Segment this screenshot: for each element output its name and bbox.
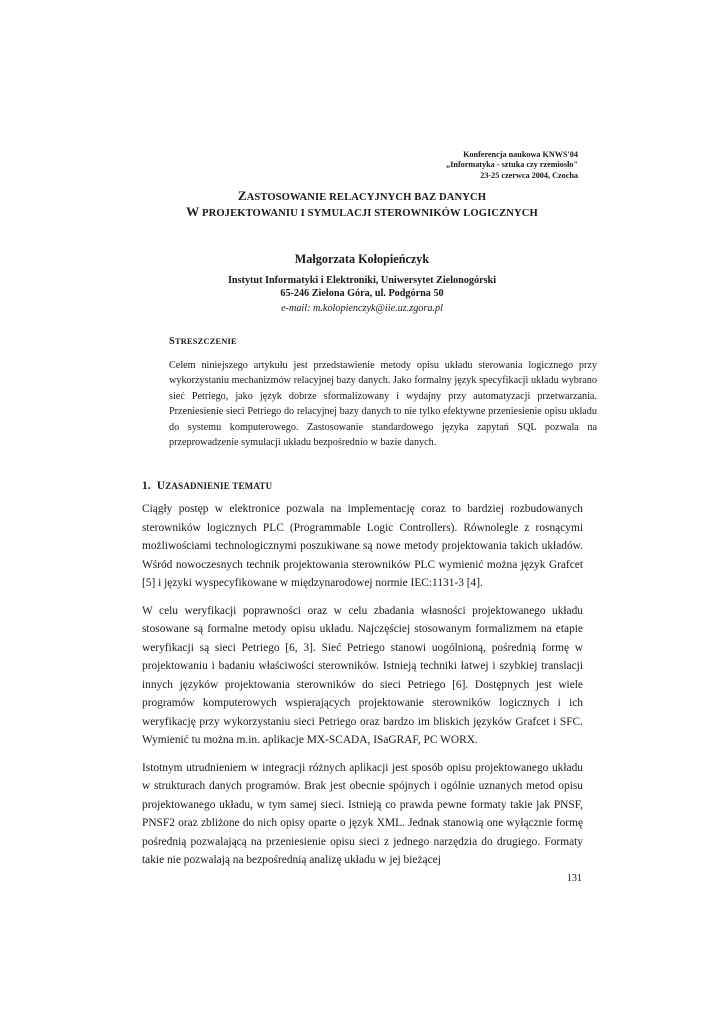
- section-1-number: 1.: [142, 480, 151, 492]
- title-line-1-initial: Z: [237, 188, 247, 203]
- abstract-heading: [169, 336, 237, 347]
- conference-info: [446, 150, 578, 181]
- abstract-heading-rest: TRESZCZENIE: [174, 337, 237, 346]
- author-email: e-mail: m.kolopienczyk@iie.uz.zgora.pl: [281, 303, 443, 314]
- section-1-body: [142, 500, 583, 879]
- title-line-2-initial: W: [186, 204, 200, 219]
- author-name: Małgorzata Kołopieńczyk: [294, 252, 430, 266]
- paragraph: W celu weryfikacji poprawności oraz w celu zbadania własności projektowanego układu stosowane są formalne metody opisu układu. Najczęściej stosowanym formalizmem na etapie weryfikacji są sieci Petriego [6, 3]. Sieć Petriego stanowi uogólnioną, pośrednią formę w projektowaniu i badaniu właściwości sterowników. Istnieją techniki łatwej i szybkiej translacji innych języków projektowania sterowników do sieci Petriego [6]. Dostępnych jest wiele programów komputerowych wspierających projektowanie sterowników logicznych i ich weryfikację przy wykorzystaniu sieci Petriego oraz bardzo im bliskich języków Grafcet i SFC. Wymienić tu można m.in. aplikacje MX-SCADA, ISaGRAF, PC WORX.: [142, 604, 583, 746]
- paragraph: Istotnym utrudnieniem w integracji różnych aplikacji jest sposób opisu projektowanego układu w strukturach danych programów. Brak jest obecnie spójnych i ogólnie uznanych metod opisu projektowanego układu, w tym samej sieci. Istnieją co prawda pewne formaty takie jak PNSF, PNSF2 oraz zbliżone do nich opisy oparte o język XML. Jednak stanowią one wyłącznie formę pośrednią pozwalającą na przeniesienie opisu sieci z jednego narzędzia do drugiego. Formaty takie nie pozwalają na bezpośrednią analizę układu w jej bieżącej: [142, 761, 583, 866]
- institution: Instytut Informatyki i Elektroniki, Uniwersytet Zielonogórski: [227, 275, 497, 286]
- section-1-heading-rest: ZASADNIENIE TEMATU: [165, 481, 273, 491]
- conference-line-2: „Informatyka - sztuka czy rzemiosło": [446, 160, 578, 170]
- conference-line-1: Konferencja naukowa KNWS'04: [463, 150, 578, 159]
- section-1-heading-initial: U: [156, 480, 166, 492]
- page-number: 131: [566, 873, 582, 884]
- abstract-text: Celem niniejszego artykułu jest przedstawienie metody opisu układu sterowania logicznego przy wykorzystaniu mechanizmów relacyjnej bazy danych. Jako formalny język specyfikacji układu wybrano sieć Petriego, jako język dobrze sformalizowany i wydajny przy automatyzacji przetwarzania. Przeniesienie sieci Petriego do relacyjnej bazy danych to nie tylko efektywne przeniesienie opisu układu do systemu komputerowego. Zastosowanie standardowego języka zapytań SQL pozwala na przeprowadzenie symulacji układu bezpośrednio w bazie danych.: [169, 360, 597, 449]
- title-line-2: [0, 205, 724, 221]
- title-line-1-rest: ASTOSOWANIE RELACYJNYCH BAZ DANYCH: [246, 192, 487, 203]
- section-1-heading: [142, 480, 272, 492]
- abstract-heading-initial: S: [169, 336, 175, 347]
- title-line-2-rest: PROJEKTOWANIU I SYMULACJI STEROWNIKÓW LOGICZNYCH: [199, 208, 538, 219]
- paragraph: Ciągły postęp w elektronice pozwala na implementację coraz to bardziej rozbudowanych sterowników logicznych PLC (Programmable Logic Controllers). Równolegle z rosnącymi możliwościami technologicznymi poszukiwane są nowe metody projektowania takich układów. Wśród nowoczesnych technik projektowania sterowników PLC wymienić można język Grafcet [5] i języki wyspecyfikowane w międzynarodowej normie IEC:1131-3 [4].: [142, 503, 583, 589]
- title-line-1: [0, 189, 724, 205]
- address: 65-246 Zielona Góra, ul. Podgórna 50: [280, 287, 444, 299]
- conference-line-3: 23-25 czerwca 2004, Czocha: [480, 170, 578, 180]
- paper-title: [0, 189, 724, 221]
- author-affiliation: [0, 275, 724, 300]
